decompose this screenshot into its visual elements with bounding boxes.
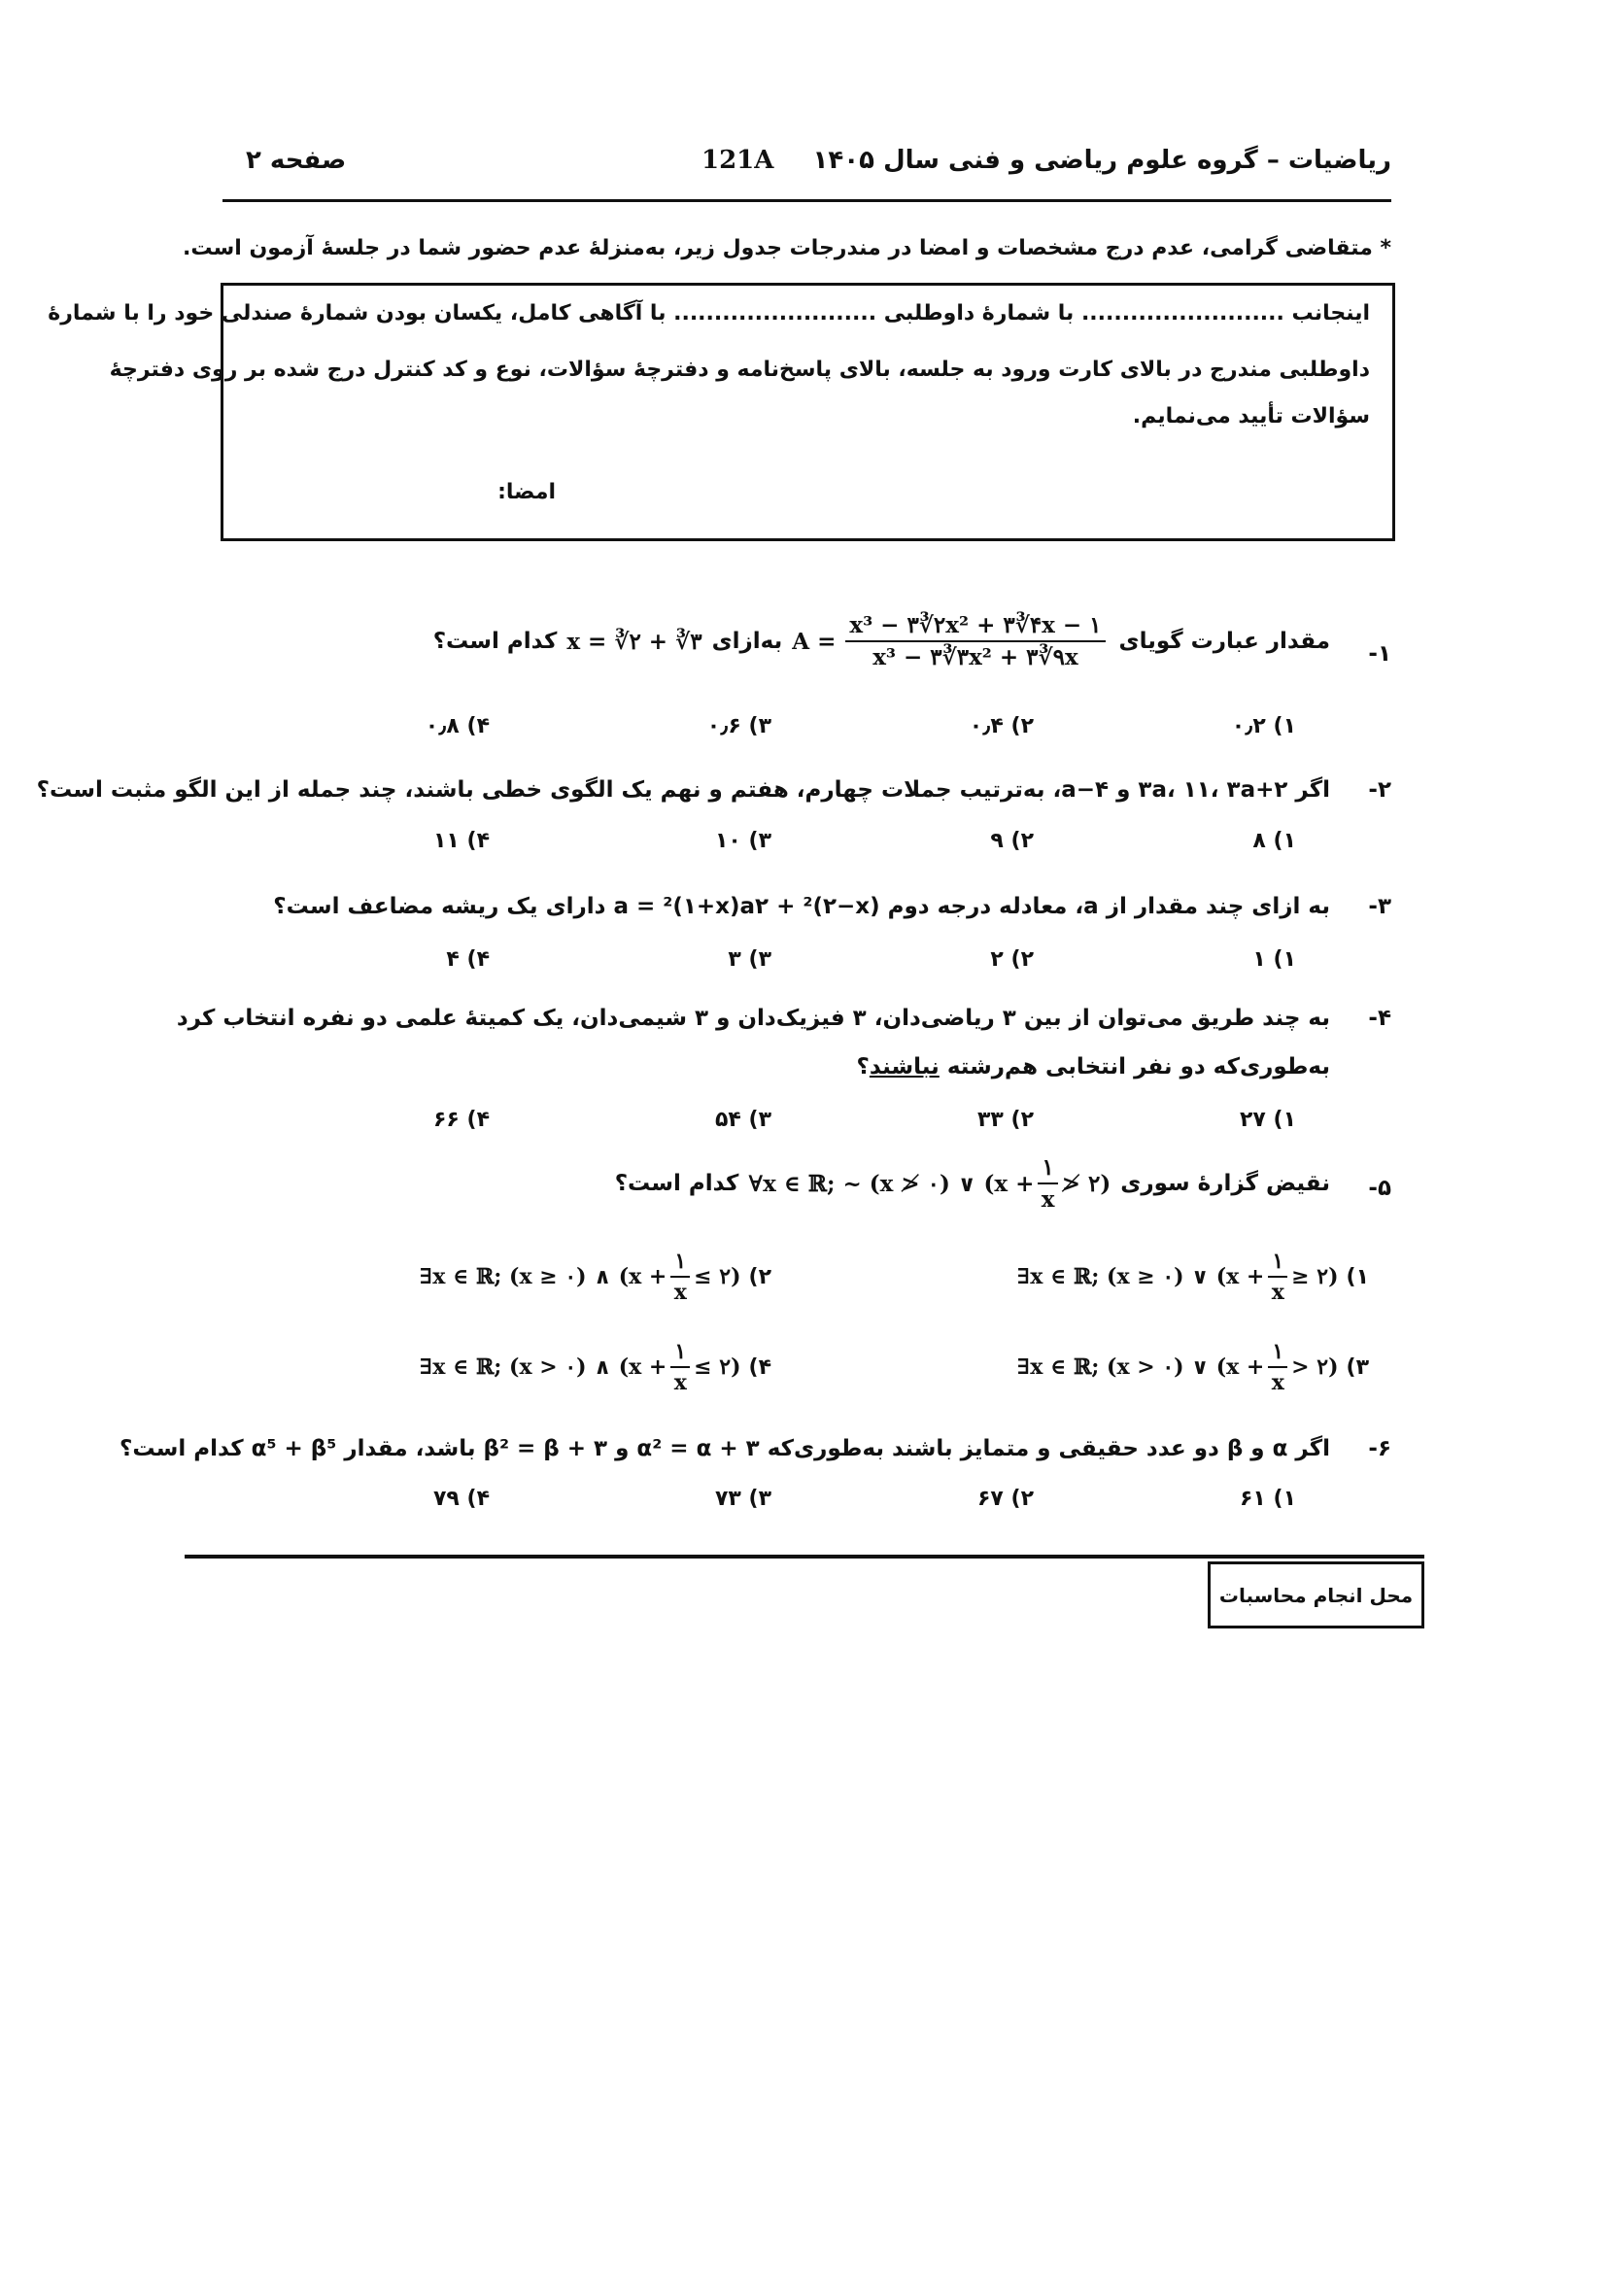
q5-frac-den: x [1041, 1186, 1055, 1213]
signature-label: امضا: [497, 480, 556, 504]
q5-formula-a: ∀x ∈ ℝ; ~ (x ≯ ۰) ∨ (x + [748, 1170, 1035, 1197]
q1-formula-lhs: A = [792, 628, 837, 655]
q5-opt3-formula-b: > ۲) [1291, 1354, 1339, 1380]
question-6-text: اگر α و β دو عدد حقیقی و متمایز باشند به‌طوری‌که α² = α + ۳ و β² = β + ۳ باشد، مقدار α⁵ + β⁵ کدام است؟ [120, 1436, 1330, 1461]
q1-numerator: x³ − ۳∛۲x² + ۳∛۴x − ۱ [845, 612, 1105, 642]
q3-option-1[interactable]: ۱) ۱ [1252, 947, 1296, 972]
q5-opt3-frac-num: ۱ [1268, 1339, 1287, 1368]
q5-intro: نقیض گزارهٔ سوری [1120, 1171, 1330, 1196]
q1-option-4[interactable]: ۴) ۰٫۸ [425, 714, 490, 738]
q5-option-3[interactable] [1017, 1339, 1369, 1395]
q5-opt2-frac-num: ۱ [670, 1249, 690, 1278]
q1-tail: کدام است؟ [432, 629, 558, 654]
q5-opt1-formula-a: ∃x ∈ ℝ; (x ≥ ۰) ∨ (x + [1016, 1264, 1265, 1289]
q4-option-3[interactable]: ۳) ۵۴ [714, 1108, 771, 1132]
q5-opt2-formula [420, 1249, 741, 1305]
q5-opt2-label: ۲) [748, 1264, 771, 1289]
q3-option-2[interactable]: ۲) ۲ [990, 947, 1034, 972]
question-3-number: ۳- [1368, 894, 1391, 919]
q1-condition: x = ∛۲ + ∛۳ [566, 628, 702, 655]
q2-option-3[interactable]: ۳) ۱۰ [714, 829, 771, 853]
q5-opt2-formula-a: ∃x ∈ ℝ; (x ≥ ۰) ∧ (x + [419, 1264, 667, 1289]
q5-opt4-fraction [670, 1339, 690, 1395]
q5-opt1-formula-b: ≥ ۲) [1291, 1264, 1339, 1289]
q5-opt1-label: ۱) [1346, 1264, 1369, 1289]
q5-opt1-frac-den: x [1271, 1280, 1284, 1305]
question-1-text [433, 612, 1330, 670]
q5-opt4-frac-num: ۱ [670, 1339, 690, 1368]
q5-opt3-fraction [1268, 1339, 1287, 1395]
bottom-divider [185, 1555, 1424, 1559]
declaration-line-1: اینجانب ......................... با شمارهٔ داوطلبی ......................... با آگاهی کامل، یکسان بودن شمارهٔ صندلی خود را با شمارهٔ [48, 301, 1370, 326]
q4-line2-start: به‌طوری‌که دو نفر انتخابی هم‌رشته [946, 1054, 1330, 1079]
question-4-text-line-1: به چند طریق می‌توان از بین ۳ ریاضی‌دان، ۳ فیزیک‌دان و ۳ شیمی‌دان، یک کمیتهٔ علمی دو نفره انتخاب کرد [176, 1006, 1330, 1031]
q5-opt4-frac-den: x [673, 1370, 687, 1395]
q5-tail: کدام است؟ [614, 1171, 739, 1196]
question-3-text: به ازای چند مقدار از a، معادله درجه دوم a = ²(۱+x)a۲ + ²(۲−x) دارای یک ریشه مضاعف است؟ [273, 894, 1330, 919]
question-2-number: ۲- [1368, 777, 1391, 803]
q5-opt4-formula-b: ≤ ۲) [694, 1354, 741, 1380]
q5-opt3-formula-a: ∃x ∈ ℝ; (x > ۰) ∨ (x + [1016, 1354, 1265, 1380]
q6-option-2[interactable]: ۲) ۶۷ [976, 1487, 1034, 1511]
q6-option-3[interactable]: ۳) ۷۳ [714, 1487, 771, 1511]
q1-denominator: x³ − ۳∛۳x² + ۳∛۹x [872, 644, 1078, 670]
notice-text: * متقاضی گرامی، عدم درج مشخصات و امضا در مندرجات جدول زیر، به‌منزلهٔ عدم حضور شما در جلسهٔ آزمون است. [182, 236, 1391, 260]
q4-option-1[interactable]: ۱) ۲۷ [1239, 1108, 1296, 1132]
q5-opt4-formula [420, 1339, 741, 1395]
q5-opt2-formula-b: ≤ ۲) [694, 1264, 741, 1289]
q1-option-1[interactable]: ۱) ۰٫۲ [1231, 714, 1296, 738]
question-5-number: ۵- [1368, 1176, 1391, 1201]
q3-option-4[interactable]: ۴) ۴ [446, 947, 490, 972]
question-1-number: ۱- [1368, 641, 1391, 667]
q3-option-3[interactable]: ۳) ۳ [728, 947, 771, 972]
q1-option-2[interactable]: ۲) ۰٫۴ [969, 714, 1034, 738]
q1-fraction [845, 612, 1105, 670]
calculation-area-label: محل انجام محاسبات [1208, 1561, 1424, 1628]
q5-opt2-fraction [670, 1249, 690, 1305]
q5-option-4[interactable] [420, 1339, 771, 1395]
q5-opt2-frac-den: x [673, 1280, 687, 1305]
q5-option-2[interactable] [420, 1249, 771, 1305]
booklet-code: 121A [701, 146, 774, 175]
declaration-line-3: سؤالات تأیید می‌نمایم. [1132, 404, 1370, 428]
q5-opt4-formula-a: ∃x ∈ ℝ; (x > ۰) ∧ (x + [419, 1354, 667, 1380]
q1-formula [792, 612, 1109, 670]
q5-frac-num: ۱ [1038, 1154, 1057, 1184]
q5-opt3-frac-den: x [1271, 1370, 1284, 1395]
q6-option-1[interactable]: ۱) ۶۱ [1239, 1487, 1296, 1511]
q5-opt4-label: ۴) [748, 1354, 771, 1380]
question-6-number: ۶- [1368, 1436, 1391, 1461]
q5-opt3-formula [1017, 1339, 1339, 1395]
q5-formula [748, 1154, 1111, 1213]
question-5-text [615, 1154, 1330, 1213]
q4-option-2[interactable]: ۲) ۳۳ [976, 1108, 1034, 1132]
q2-option-2[interactable]: ۲) ۹ [990, 829, 1034, 853]
q2-option-1[interactable]: ۱) ۸ [1252, 829, 1296, 853]
q5-opt1-frac-num: ۱ [1268, 1249, 1287, 1278]
q6-option-4[interactable]: ۴) ۷۹ [432, 1487, 490, 1511]
exam-title: ریاضیات – گروه علوم ریاضی و فنی سال ۱۴۰۵ [812, 146, 1391, 175]
q5-formula-b: ≯ ۲) [1061, 1170, 1111, 1197]
q4-line2-end: ؟ [856, 1054, 870, 1079]
question-2-text: اگر ۲+۳a، ۱۱، ۳a و ۴−a، به‌ترتیب جملات چهارم، هفتم و نهم یک الگوی خطی باشند، چند جمله از این الگو مثبت است؟ [36, 777, 1330, 803]
q4-option-4[interactable]: ۴) ۶۶ [432, 1108, 490, 1132]
q5-opt1-fraction [1268, 1249, 1287, 1305]
page-number: صفحه ۲ [246, 146, 347, 175]
question-4-number: ۴- [1368, 1006, 1391, 1031]
header-divider [222, 199, 1391, 202]
q5-opt3-label: ۳) [1346, 1354, 1369, 1380]
q4-line2-emphasis: نباشند [869, 1054, 940, 1079]
q1-middle: به‌ازای [711, 629, 783, 654]
q5-opt1-formula [1017, 1249, 1339, 1305]
q1-intro: مقدار عبارت گویای [1118, 629, 1330, 654]
q5-fraction [1038, 1154, 1057, 1213]
q2-option-4[interactable]: ۴) ۱۱ [432, 829, 490, 853]
q1-option-3[interactable]: ۳) ۰٫۶ [706, 714, 771, 738]
question-4-text-line-2 [857, 1054, 1330, 1079]
declaration-line-2: داوطلبی مندرج در بالای کارت ورود به جلسه، بالای پاسخ‌نامه و دفترچهٔ سؤالات، نوع و کد کنترل درج شده بر روی دفترچهٔ [109, 358, 1370, 382]
q5-option-1[interactable] [1017, 1249, 1369, 1305]
